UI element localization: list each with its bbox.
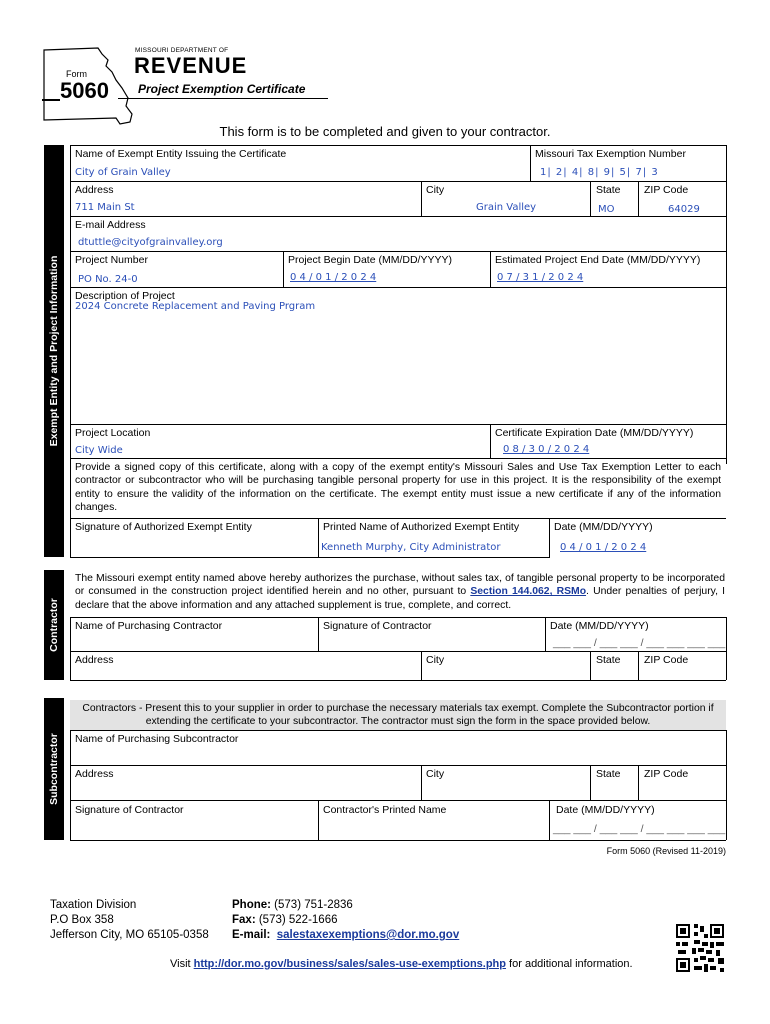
rule [70, 251, 726, 252]
divider [726, 617, 727, 680]
contractor-address-label: Address [75, 654, 114, 666]
rule [70, 216, 726, 217]
divider [70, 730, 71, 840]
contractor-signature-label: Signature of Contractor [323, 620, 432, 632]
rule [70, 287, 726, 288]
website-link[interactable]: http://dor.mo.gov/business/sales/sales-use-exemptions.php [193, 958, 506, 970]
description-field[interactable]: 2024 Concrete Replacement and Paving Prgram [75, 301, 316, 312]
email-label: E-mail: [232, 929, 271, 941]
divider [318, 518, 319, 557]
contractor-name-label: Name of Purchasing Contractor [75, 620, 223, 632]
address-field[interactable]: 711 Main St [75, 202, 135, 213]
subcontractor-zip-label: ZIP Code [644, 768, 689, 780]
section-label-subcontractor: Subcontractor [48, 733, 60, 805]
end-date-field[interactable]: 0 7 / 3 1 / 2 0 2 4 [497, 272, 584, 283]
rule [70, 651, 726, 652]
contractor-date-field[interactable]: ___ ___ / ___ ___ / ___ ___ ___ ___ [553, 637, 726, 649]
qr-code-icon [676, 924, 724, 972]
divider [726, 730, 727, 840]
state-label: State [596, 184, 621, 196]
zip-label: ZIP Code [644, 184, 689, 196]
divider [318, 617, 319, 651]
section-tab-subcontractor [44, 698, 64, 840]
contractor-state-label: State [596, 654, 621, 666]
title-rule [118, 98, 328, 99]
divider [283, 251, 284, 287]
divider [549, 800, 550, 840]
subcontractor-signature-label: Signature of Contractor [75, 804, 184, 816]
tax-number-field[interactable]: 1| 2| 4| 8| 9| 5| 7| 3 [540, 167, 659, 178]
divider [590, 765, 591, 800]
signature-label: Signature of Authorized Exempt Entity [75, 521, 252, 533]
fax-number: (573) 522-1666 [255, 914, 338, 926]
entity-name-label: Name of Exempt Entity Issuing the Certificate [75, 148, 287, 160]
project-number-label: Project Number [75, 254, 148, 266]
email-field[interactable]: dtuttle@cityofgrainvalley.org [78, 237, 223, 248]
phone-label: Phone: [232, 899, 271, 911]
signature-date-label: Date (MM/DD/YYYY) [554, 521, 653, 533]
signature-date-field[interactable]: 0 4 / 0 1 / 2 0 2 4 [560, 542, 647, 553]
division-name: Taxation Division [50, 899, 137, 911]
section-label-contractor: Contractor [48, 598, 60, 652]
subcontractor-address-label: Address [75, 768, 114, 780]
divider [530, 145, 531, 181]
phone-number: (573) 751-2836 [270, 899, 353, 911]
printed-name-label: Printed Name of Authorized Exempt Entity [323, 521, 520, 533]
form-label: Form [66, 69, 87, 79]
section-label-exempt: Exempt Entity and Project Information [48, 255, 60, 447]
subcontractor-printed-name-label: Contractor's Printed Name [323, 804, 447, 816]
exempt-left-border [70, 145, 71, 557]
exempt-right-border [726, 145, 727, 464]
subcontractor-state-label: State [596, 768, 621, 780]
rule [70, 730, 726, 731]
fax-label: Fax: [232, 914, 256, 926]
tax-number-label: Missouri Tax Exemption Number [535, 148, 686, 160]
visit-text: Visit [170, 958, 194, 970]
entity-name-field[interactable]: City of Grain Valley [75, 167, 171, 178]
po-box: P.O Box 358 [50, 914, 114, 926]
rule [70, 840, 726, 841]
divider [70, 617, 71, 680]
authorization-text-part: The Missouri exempt entity named above hereby authorizes the purchase, without sales tax, of tangible personal property to be incorporated or consumed in the construction project identified herein and no other, pursuant to [75, 573, 725, 598]
form-title: Project Exemption Certificate [138, 82, 306, 96]
rule [70, 518, 726, 519]
location-label: Project Location [75, 427, 151, 439]
rule [70, 680, 726, 681]
address-label: Address [75, 184, 114, 196]
end-date-label: Estimated Project End Date (MM/DD/YYYY) [495, 254, 701, 266]
rule [70, 557, 550, 558]
state-field[interactable]: MO [598, 204, 615, 215]
divider [638, 651, 639, 680]
divider [549, 518, 550, 557]
revenue-wordmark: REVENUE [134, 53, 248, 78]
divider [638, 765, 639, 800]
contractor-date-label: Date (MM/DD/YYYY) [550, 620, 649, 632]
rule [70, 458, 726, 459]
city-field[interactable]: Grain Valley [476, 202, 537, 213]
form-number: 5060 [60, 78, 109, 103]
divider [421, 765, 422, 800]
city-label: City [426, 184, 445, 196]
rule [70, 181, 726, 182]
divider [490, 251, 491, 287]
section-tab-exempt [44, 145, 64, 557]
printed-name-field[interactable]: Kenneth Murphy, City Administrator [321, 542, 501, 553]
begin-date-label: Project Begin Date (MM/DD/YYYY) [288, 254, 452, 266]
divider [590, 181, 591, 216]
divider [421, 651, 422, 680]
authorization-text [75, 572, 725, 612]
instruction-text: This form is to be completed and given to your contractor. [219, 124, 551, 139]
location-field[interactable]: City Wide [75, 445, 123, 456]
subcontractor-date-field[interactable]: ___ ___ / ___ ___ / ___ ___ ___ ___ [553, 823, 726, 835]
contractor-city-label: City [426, 654, 445, 666]
notice-text: Provide a signed copy of this certificate, along with a copy of the exempt entity's Missouri Sales and Use Tax Exemption Letter to each contractor or subcontractor who will be purchasing tangible personal property for use in this project. It is the responsibility of the exempt entity to ensure the validity of the information on the certificate. The exempt entity must issue a new certificate if any of the information changes. [75, 462, 721, 514]
mailing-address [50, 898, 209, 943]
exempt-top-border [70, 145, 726, 146]
subcontractor-city-label: City [426, 768, 445, 780]
contractor-zip-label: ZIP Code [644, 654, 689, 666]
divider [490, 424, 491, 458]
rule [70, 617, 726, 618]
expiry-date-label: Certificate Expiration Date (MM/DD/YYYY) [495, 427, 694, 439]
divider [638, 181, 639, 216]
rule [70, 424, 726, 425]
phone-line [232, 898, 459, 913]
divider [421, 181, 422, 216]
city-state-zip: Jefferson City, MO 65105-0358 [50, 929, 209, 941]
rule [70, 800, 726, 801]
expiry-date-field[interactable]: 0 8 / 3 0 / 2 0 2 4 [503, 444, 590, 455]
statute-link[interactable]: Section 144.062, RSMo [470, 586, 587, 598]
email-label: E-mail Address [75, 219, 146, 231]
dept-label: MISSOURI DEPARTMENT OF [135, 47, 229, 54]
description-label: Description of Project [75, 290, 175, 302]
revision-label: Form 5060 (Revised 11-2019) [606, 846, 726, 856]
subcontractor-name-label: Name of Purchasing Subcontractor [75, 733, 239, 745]
form-number-rule [42, 99, 60, 101]
rule [70, 765, 726, 766]
authorization-text-part: . Under penalties of perjury, I declare that the above information and any attached supplement is true, complete, and correct. [75, 586, 725, 611]
visit-line [170, 958, 633, 970]
subcontractor-intro-text: Contractors - Present this to your supplier in order to purchase the necessary materials tax exempt. Complete the Subcontractor portion if extending the certificate to your subcontractor. The contractor must sign the form in the space provided below. [82, 703, 714, 728]
divider [590, 651, 591, 680]
zip-field[interactable]: 64029 [668, 204, 700, 215]
subcontractor-date-label: Date (MM/DD/YYYY) [556, 804, 655, 816]
section-tab-contractor [44, 570, 64, 680]
fax-line [232, 913, 459, 928]
divider [545, 617, 546, 651]
visit-text-after: for additional information. [506, 958, 633, 970]
contact-info [232, 898, 459, 943]
begin-date-field[interactable]: 0 4 / 0 1 / 2 0 2 4 [290, 272, 377, 283]
email-line [232, 928, 459, 943]
project-number-field[interactable]: PO No. 24-0 [78, 274, 138, 285]
divider [318, 800, 319, 840]
email-link[interactable]: salestaxexemptions@dor.mo.gov [276, 929, 460, 941]
